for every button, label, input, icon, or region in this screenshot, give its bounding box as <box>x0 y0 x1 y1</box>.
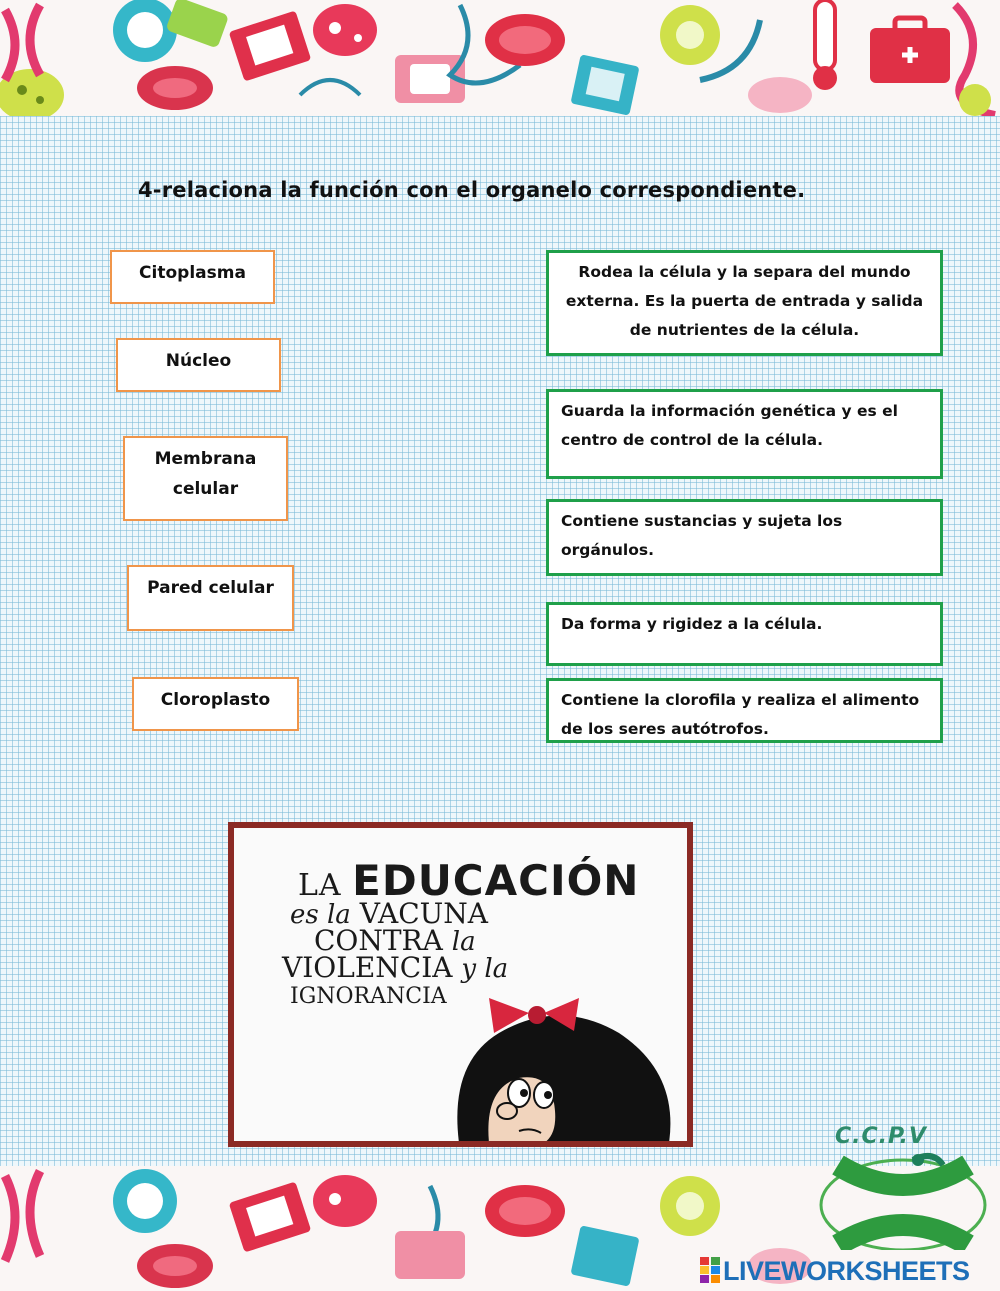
function-text: Contiene sustancias y sujeta los orgánulos. <box>561 512 843 559</box>
function-text: Rodea la célula y la separa del mundo externa. Es la puerta de entrada y salida de nutrientes de la célula. <box>565 263 924 339</box>
liveworksheets-logo-icon <box>700 1257 720 1283</box>
organelle-nucleo[interactable] <box>116 338 281 392</box>
function-box-4[interactable] <box>546 602 943 666</box>
quote-word: y la <box>461 954 509 984</box>
organelle-cloroplasto[interactable] <box>132 677 299 731</box>
cartoon-girl-illustration <box>449 993 689 1143</box>
poster-quote <box>282 856 678 1009</box>
function-box-5[interactable] <box>546 678 943 743</box>
function-box-2[interactable] <box>546 389 943 479</box>
organelle-label: Citoplasma <box>139 263 246 283</box>
watermark-text: LIVEWORKSHEETS <box>723 1256 970 1286</box>
organelle-citoplasma[interactable] <box>110 250 275 304</box>
organelle-pared-celular[interactable] <box>127 565 294 631</box>
dna-logo-icon <box>818 1150 988 1250</box>
school-logo-text: C.C.P.V <box>835 1124 927 1149</box>
organelle-label: Cloroplasto <box>160 690 271 710</box>
quote-word: IGNORANCIA <box>290 984 447 1009</box>
quote-word-emphasis: EDUCACIÓN <box>352 856 640 905</box>
education-quote-poster <box>228 822 693 1147</box>
science-pattern-top <box>0 0 1000 116</box>
organelle-label: Membrana celular <box>154 449 257 499</box>
quote-word: CONTRA <box>314 924 443 957</box>
page-title: 4-relaciona la función con el organelo correspondiente. <box>138 178 806 202</box>
quote-word: la <box>451 927 476 957</box>
function-box-1[interactable] <box>546 250 943 356</box>
function-text: Contiene la clorofila y realiza el alimento de los seres autótrofos. <box>561 691 920 738</box>
top-decorative-band <box>0 0 1000 116</box>
quote-word: VACUNA <box>359 897 489 930</box>
organelle-label: Pared celular <box>147 578 274 598</box>
quote-word: es la <box>290 900 351 930</box>
quote-word: LA <box>298 868 342 903</box>
quote-word: VIOLENCIA <box>282 951 453 984</box>
function-text: Guarda la información genética y es el centro de control de la célula. <box>561 402 898 449</box>
organelle-membrana-celular[interactable] <box>123 436 288 521</box>
organelle-label: Núcleo <box>165 351 232 371</box>
function-text: Da forma y rigidez a la célula. <box>561 615 823 633</box>
function-box-3[interactable] <box>546 499 943 576</box>
liveworksheets-watermark <box>700 1256 970 1287</box>
